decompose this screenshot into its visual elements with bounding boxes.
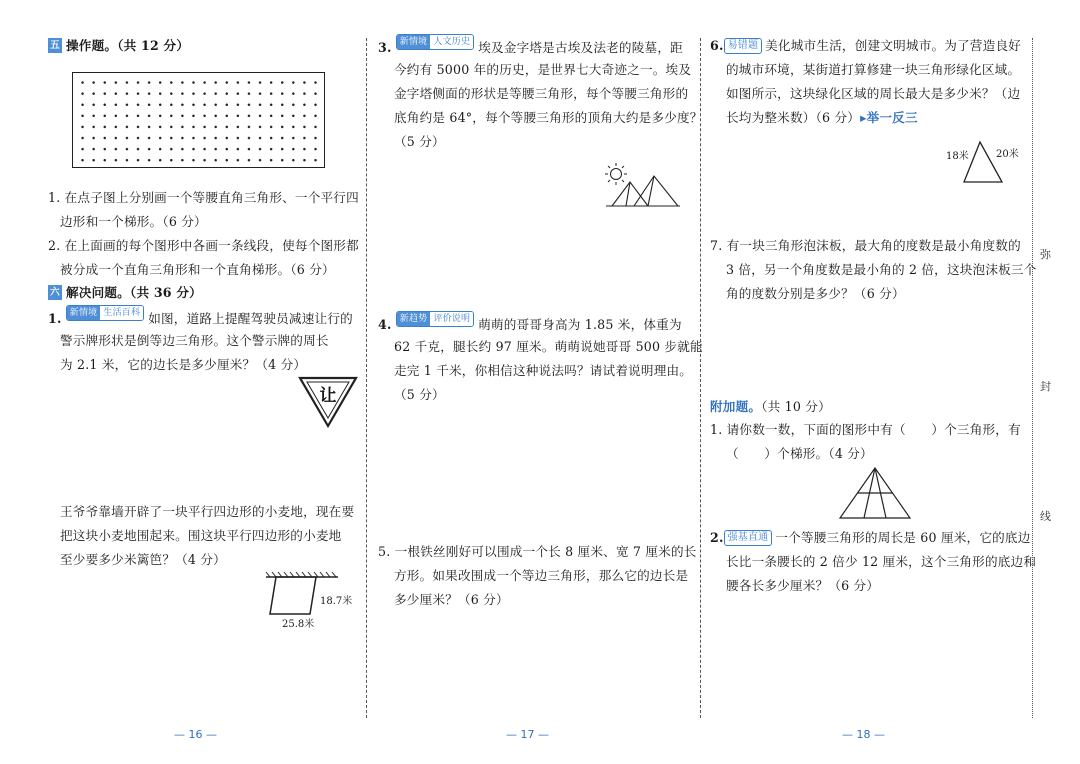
- op-question-1: 1. 在点子图上分别画一个等腰直角三角形、一个平行四: [48, 190, 359, 205]
- margin-char-1: 弥: [1040, 248, 1051, 261]
- dot-grid[interactable]: [72, 72, 325, 168]
- problem-2-line-3: 至少要多少米篱笆？（4 分）: [60, 552, 226, 567]
- problem-3: 3. 新情境 人文历史 埃及金字塔是古埃及法老的陵墓，距: [378, 34, 683, 60]
- section-5-title: 操作题。（共 12 分）: [66, 38, 190, 53]
- problem-4: 4. 新趋势 评价说明 萌萌的哥哥身高为 1.85 米，体重为: [378, 311, 682, 337]
- problem-3-line-5: （5 分）: [394, 134, 445, 149]
- page-number-16: — 16 —: [174, 728, 217, 741]
- extra-problem-2-line-3: 腰各长多少厘米？（6 分）: [726, 578, 880, 593]
- margin-char-2: 封: [1040, 380, 1051, 393]
- parallelogram-figure: [262, 574, 362, 630]
- extra-problem-2-tag: 强基直通: [724, 530, 773, 546]
- binding-line: [1032, 38, 1033, 718]
- problem-4-tag: 新趋势 评价说明: [396, 311, 474, 327]
- page-number-17: — 17 —: [506, 728, 549, 741]
- column-divider-1: [366, 38, 367, 718]
- problem-6-line-2: 的城市环境，某街道打算修建一块三角形绿化区域。: [726, 62, 1021, 77]
- problem-2-line-2: 把这块小麦地围起来。围这块平行四边形的小麦地: [60, 528, 342, 543]
- op-question-2: 2. 在上面画的每个图形中各画一条线段，使每个图形都: [48, 238, 359, 253]
- page-number-18: — 18 —: [842, 728, 885, 741]
- yield-sign-char: 让: [319, 386, 337, 406]
- extra-section-header: [710, 395, 831, 419]
- section-6-title: 解决问题。（共 36 分）: [66, 285, 202, 300]
- sun-icon: [605, 163, 627, 185]
- problem-1-line-3: 为 2.1 米，它的边长是多少厘米？（4 分）: [60, 357, 307, 372]
- problem-1: 1. 新情境 生活百科 如图，道路上提醒驾驶员减速让行的: [48, 305, 353, 331]
- green-area-triangle: [964, 142, 1002, 182]
- parallelogram-shape: [270, 577, 316, 614]
- counting-triangle-figure: [838, 466, 914, 522]
- problem-3-line-3: 金字塔侧面的形状是等腰三角形，每个等腰三角形的: [394, 86, 689, 101]
- yield-sign-figure: [298, 376, 358, 428]
- extra-problem-1-line-2: （ ）个梯形。（4 分）: [726, 446, 873, 461]
- page-18: [702, 0, 1037, 764]
- triangle-left-label: 18米: [946, 151, 969, 162]
- problem-7: 7. 有一块三角形泡沫板，最大角的度数是最小角度数的: [710, 238, 1021, 253]
- parallelogram-base-label: 25.8米: [282, 619, 315, 630]
- green-area-triangle-figure: [942, 138, 1022, 186]
- page-17: [368, 0, 703, 764]
- problem-5: 5. 一根铁丝刚好可以围成一个长 8 厘米、宽 7 厘米的长: [378, 544, 697, 559]
- problem-6-line-4: 长均为整米数）（6 分）: [726, 110, 861, 125]
- pyramids-drawing: [606, 176, 680, 206]
- extra-section-score: （共 10 分）: [761, 399, 831, 414]
- problem-3-tag: 新情境 人文历史: [396, 34, 474, 50]
- problem-2-line-1: 王爷爷靠墙开辟了一块平行四边形的小麦地，现在要: [60, 504, 355, 519]
- op-question-2-cont: 被分成一个直角三角形和一个直角梯形。（6 分）: [60, 262, 335, 277]
- margin-char-3: 线: [1040, 510, 1051, 523]
- problem-4-line-4: （5 分）: [394, 387, 445, 402]
- extra-problem-2-line-2: 长比一条腰长的 2 倍少 12 厘米，这个三角形的底边和: [726, 554, 1037, 569]
- section-5-badge: 五: [48, 38, 62, 53]
- related-practice-link[interactable]: ▸举一反三: [860, 110, 918, 125]
- extra-problem-2: 2. 强基直通 一个等腰三角形的周长是 60 厘米，它的底边: [710, 530, 1031, 545]
- column-divider-2: [700, 38, 701, 718]
- problem-6-line-3: 如图所示，这块绿化区域的周长最大是多少米？（边: [726, 86, 1021, 101]
- problem-4-line-2: 62 千克，腿长约 97 厘米。萌萌说她哥哥 500 步就能: [394, 339, 703, 354]
- problem-3-line-4: 底角约是 64°，每个等腰三角形的顶角大约是多少度？: [394, 110, 703, 125]
- extra-section-title: 附加题。: [710, 399, 762, 414]
- problem-7-line-2: 3 倍，另一个角度数是最小角的 2 倍，这块泡沫板三个: [726, 262, 1037, 277]
- problem-6-tag: 易错题: [724, 38, 763, 54]
- triangle-right-label: 20米: [996, 149, 1019, 160]
- problem-5-line-3: 多少厘米？（6 分）: [394, 592, 509, 607]
- problem-7-line-3: 角的度数分别是多少？（6 分）: [726, 286, 905, 301]
- pyramid-figure: [604, 160, 684, 210]
- problem-1-tag: 新情境 生活百科: [66, 305, 144, 321]
- section-5-header: [48, 34, 189, 58]
- problem-1-line-2: 警示牌形状是倒等边三角形。这个警示牌的周长: [60, 333, 329, 348]
- extra-problem-1: 1. 请你数一数，下面的图形中有（ ）个三角形，有: [710, 422, 1021, 437]
- problem-5-line-2: 方形。如果改围成一个等边三角形，那么它的边长是: [394, 568, 689, 583]
- problem-3-line-2: 今约有 5000 年的历史，是世界七大奇迹之一。埃及: [394, 62, 692, 77]
- problem-4-line-3: 走完 1 千米，你相信这种说法吗？请试着说明理由。: [394, 363, 693, 378]
- section-6-badge: 六: [48, 285, 62, 300]
- parallelogram-side-label: 18.7米: [320, 596, 353, 607]
- op-question-1-cont: 边形和一个梯形。（6 分）: [60, 214, 207, 229]
- section-6-header: [48, 281, 202, 305]
- problem-6: 6. 易错题 美化城市生活，创建文明城市。为了营造良好: [710, 38, 1022, 53]
- page-16: [0, 0, 365, 764]
